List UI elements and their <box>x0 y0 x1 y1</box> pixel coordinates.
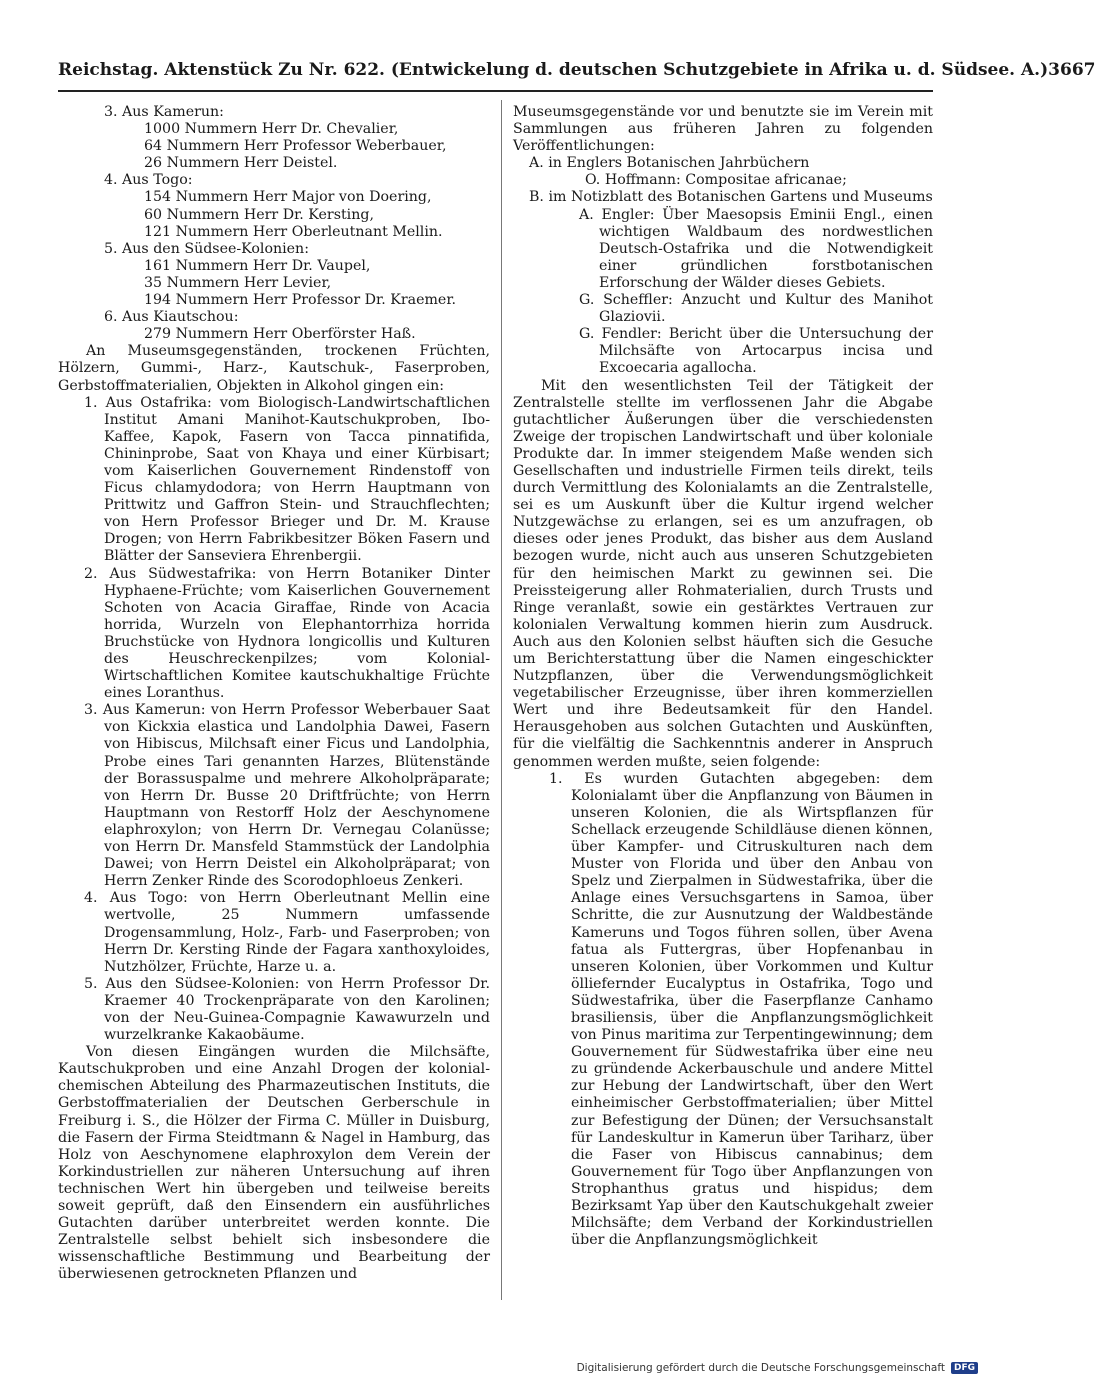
right-column <box>513 104 933 1299</box>
list-item: 121 Nummern Herr Oberleutnant Mellin. <box>144 223 443 240</box>
list-item: 279 Nummern Herr Oberförster Haß. <box>144 326 416 343</box>
list-item: 35 Nummern Herr Levier, <box>144 274 332 291</box>
paragraph: Museumsgegenstände vor und benutzte sie im Verein mit Sammlungen aus früheren Jahren zu folgenden Veröffentlichungen: <box>513 104 933 155</box>
list-item: B. im Notizblatt des Botanischen Gartens und Museums <box>529 189 933 206</box>
list-item: 194 Nummern Herr Professor Dr. Kraemer. <box>144 292 457 309</box>
paragraph: Von diesen Eingängen wurden die Milchsäfte, Kautschukproben und eine Anzahl Drogen der kolonial-chemischen Abteilung des Pharmazeutischen Instituts, die Gerbstoffmaterialien der Deutschen Gerberschule in Freiburg i. S., die Hölzer der Firma C. Müller in Duisburg, die Fasern der Firma Steidtmann & Nagel in Hamburg, das Holz von Aeschynomene elaphroxylon dem Verein der Korkindustriellen zur näheren Untersuchung auf ihren technischen Wert hin übergeben und teilweise bereits soweit geprüft, daß den Einsendern ein ausführliches Gutachten darüber unterbreitet werden konnte. Die Zentralstelle selbst behielt sich insbesondere die wissenschaftliche Bestimmung und Bearbeitung der überwiesenen getrockneten Pflanzen und <box>58 1044 490 1283</box>
list-item: O. Hoffmann: Compositae africanae; <box>585 172 847 189</box>
page-header <box>58 60 1095 80</box>
paragraph: An Museumsgegenständen, trockenen Früchten, Hölzern, Gummi-, Harz-, Kautschuk-, Faserproben, Gerbstoffmaterialien, Objekten in Alkohol gingen ein: <box>58 343 490 394</box>
list-item: A. in Englers Botanischen Jahrbüchern <box>529 155 810 172</box>
numbered-item: 5. Aus den Südsee-Kolonien: von Herrn Professor Dr. Kraemer 40 Trockenpräparate von den Karolinen; von der Neu-Guinea-Compagnie Kawawurzeln und wurzelkranke Kakaobäume. <box>84 975 490 1044</box>
footer-text: Digitalisierung gefördert durch die Deutsche Forschungsgemeinschaft <box>576 1362 945 1374</box>
publication-entry: A. Engler: Über Maesopsis Eminii Engl., einen wichtigen Waldbaum des nordwestlichen Deutsch-Ostafrika und die Notwendigkeit einer gründlichen forstbotanischen Erforschung der Wälder dieses Gebiets. <box>579 206 933 291</box>
numbered-item: 4. Aus Togo: von Herrn Oberleutnant Mellin eine wertvolle, 25 Nummern umfassende Drogensammlung, Holz-, Farb- und Faserproben; von Herrn Dr. Kersting Rinde der Fagara xanthoxyloides, Nutzhölzer, Früchte, Harze u. a. <box>84 890 490 975</box>
dfg-logo: DFG <box>951 1362 978 1374</box>
header-rule <box>58 90 933 92</box>
left-column <box>58 104 490 1299</box>
publication-entry: G. Fendler: Bericht über die Untersuchung der Milchsäfte von Artocarpus incisa und Excoecaria agallocha. <box>579 326 933 377</box>
page-number: 3667 <box>1048 60 1095 80</box>
list-item: 60 Nummern Herr Dr. Kersting, <box>144 206 374 223</box>
numbered-item: 3. Aus Kamerun: von Herrn Professor Weberbauer Saat von Kickxia elastica und Landolphia Dawei, Fasern von Hibiscus, Milchsaft einer Ficus und Landolphia, Probe eines Tari genannten Harzes, Blütenstände der Borassuspalme und mehrere Alkoholpräparate; von Herrn Dr. Busse 20 Driftfrüchte; von Herrn Hauptmann von Restorff Holz der Aeschynomene elaphroxylon; von Herrn Dr. Vernegau Colanüsse; von Herrn Dr. Mansfeld Stammstück der Landolphia Dawei; von Herrn Deistel ein Alkoholpräparat; von Herrn Zenker Rinde des Scorodophloeus Zenkeri. <box>84 702 490 890</box>
paragraph: Mit den wesentlichsten Teil der Tätigkeit der Zentralstelle stellte im verflossenen Jahr die Abgabe gutachtlicher Äußerungen über die verschiedensten Zweige der tropischen Landwirtschaft und über koloniale Produkte dar. In immer steigendem Maße wenden sich Gesellschaften und industrielle Firmen teils direkt, teils durch Vermittlung des Kolonialamts an die Zentralstelle, sei es um Auskunft über die Kultur irgend welcher Nutzgewächse zu erlangen, sei es um anzufragen, ob dieses oder jenes Produkt, das bisher aus dem Ausland bezogen wurde, nicht auch aus unseren Schutzgebieten für den heimischen Markt zu gewinnen sei. Die Preissteigerung aller Rohmaterialien, durch Trusts und Ringe veranlaßt, sowie ein gestärktes Vertrauen zur kolonialen Verwaltung kommen hierin zum Ausdruck. Auch aus den Kolonien selbst häuften sich die Gesuche um Berichterstattung über die Namen eingeschickter Nutzpflanzen, über die Verwendungsmöglichkeit vegetabilischer Erzeugnisse, über ihren kommerziellen Wert und ihre Bedeutsamkeit für den Handel. Herausgehoben aus solchen Gutachten und Auskünften, für die vielfältig die Sachkenntnis anderer in Anspruch genommen werden mußte, seien folgende: <box>513 377 933 770</box>
numbered-item: 1. Aus Ostafrika: vom Biologisch-Landwirtschaftlichen Institut Amani Manihot-Kautschukproben, Ibo-Kaffee, Kapok, Fasern von Tacca pinnatifida, Chininprobe, Saat von Khaya und einer Kürbisart; vom Kaiserlichen Gouvernement Rindenstoff von Ficus chlamydodora; von Herrn Hauptmann von Prittwitz und Gaffron Stein- und Strauchflechten; von Hern Professor Brieger und Dr. M. Krause Drogen; von Herrn Fabrikbesitzer Böken Fasern und Blätter der Sanseviera Ehrenbergii. <box>84 394 490 565</box>
list-item: 64 Nummern Herr Professor Weberbauer, <box>144 138 447 155</box>
footer <box>577 1362 978 1374</box>
column-divider <box>501 100 502 1300</box>
section-heading: 4. Aus Togo: <box>104 172 193 189</box>
header-title: Reichstag. Aktenstück Zu Nr. 622. (Entwickelung d. deutschen Schutzgebiete in Afrika u. d. Südsee. A.) <box>58 60 1049 80</box>
list-item: 1000 Nummern Herr Dr. Chevalier, <box>144 121 399 138</box>
publication-entry: G. Scheffler: Anzucht und Kultur des Manihot Glaziovii. <box>579 292 933 326</box>
section-heading: 6. Aus Kiautschou: <box>104 309 239 326</box>
numbered-item: 2. Aus Südwestafrika: von Herrn Botaniker Dinter Hyphaene-Früchte; vom Kaiserlichen Gouvernement Schoten von Acacia Giraffae, Rinde von Acacia horrida, Wurzeln von Elephantorrhiza horrida Bruchstücke von Hydnora longicollis und Kulturen des Heuschreckenpilzes; vom Kolonial-Wirtschaftlichen Komitee kautschukhaltige Früchte eines Loranthus. <box>84 565 490 702</box>
section-heading: 3. Aus Kamerun: <box>104 104 224 120</box>
list-item: 26 Nummern Herr Deistel. <box>144 155 338 172</box>
section-heading: 5. Aus den Südsee-Kolonien: <box>104 240 309 257</box>
list-item: 161 Nummern Herr Dr. Vaupel, <box>144 257 371 274</box>
numbered-item: 1. Es wurden Gutachten abgegeben: dem Kolonialamt über die Anpflanzung von Bäumen in unseren Kolonien, die als Wirtspflanzen für Schellack erzeugende Schildläuse dienen können, über Kampfer- und Citruskulturen nach dem Muster von Florida und über den Anbau von Spelz und Zierpalmen in Südwestafrika, über die Anlage eines Versuchsgartens in Samoa, über Schritte, die zur Ausnutzung der Waldbestände Kameruns und Togos führen sollen, über Avena fatua als Futtergras, über Hopfenanbau in unseren Kolonien, über Vorkommen und Kultur ölliefernder Eucalyptus in Ostafrika, Togo und Südwestafrika, über die Faserpflanze Canhamo brasiliensis, über die Anpflanzungsmöglichkeit von Pinus maritima zur Terpentingewinnung; dem Gouvernement für Südwestafrika über eine neu zu gründende Ackerbauschule und andere Mittel zur Hebung der Landwirtschaft, über den Wert einheimischer Gerbstoffmaterialien; über Mittel zur Befestigung der Dünen; der Versuchsanstalt für Landeskultur in Kamerun über Tariharz, über die Faser von Hibiscus cannabinus; dem Gouvernement für Togo über Anpflanzungen von Strophanthus gratus und hispidus; dem Bezirksamt Yap über den Kautschukgehalt zweier Milchsäfte; dem Verband der Korkindustriellen über die Anpflanzungsmöglichkeit <box>549 770 933 1249</box>
list-item: 154 Nummern Herr Major von Doering, <box>144 189 432 206</box>
